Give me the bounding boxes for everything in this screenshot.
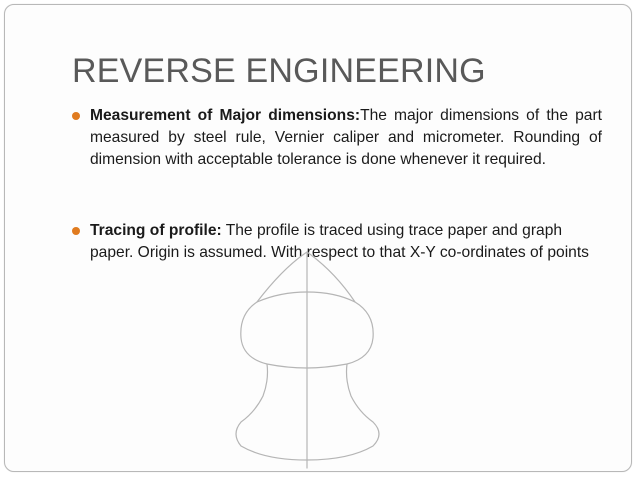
bullet-dot-icon	[72, 227, 80, 235]
bullet-body: The profile is traced using trace paper and graph paper. Origin is assumed. With respect to that X-Y co-ordinates of points	[90, 222, 589, 261]
bullet-heading: Measurement of Major dimensions:	[90, 107, 361, 124]
profile-cap-outline	[257, 252, 355, 302]
bullet-body: The major dimensions of the part measured by steel rule, Vernier caliper and micrometer. Rounding of dimension with acceptable tolerance is done whenever it required.	[90, 107, 602, 168]
slide-title: REVERSE ENGINEERING	[72, 52, 486, 90]
bullet-text	[90, 105, 602, 171]
traced-profile-drawing	[225, 250, 390, 470]
bullet-dot-icon	[72, 112, 80, 120]
bullet-measurement	[72, 105, 602, 171]
bullet-heading: Tracing of profile:	[90, 222, 222, 239]
